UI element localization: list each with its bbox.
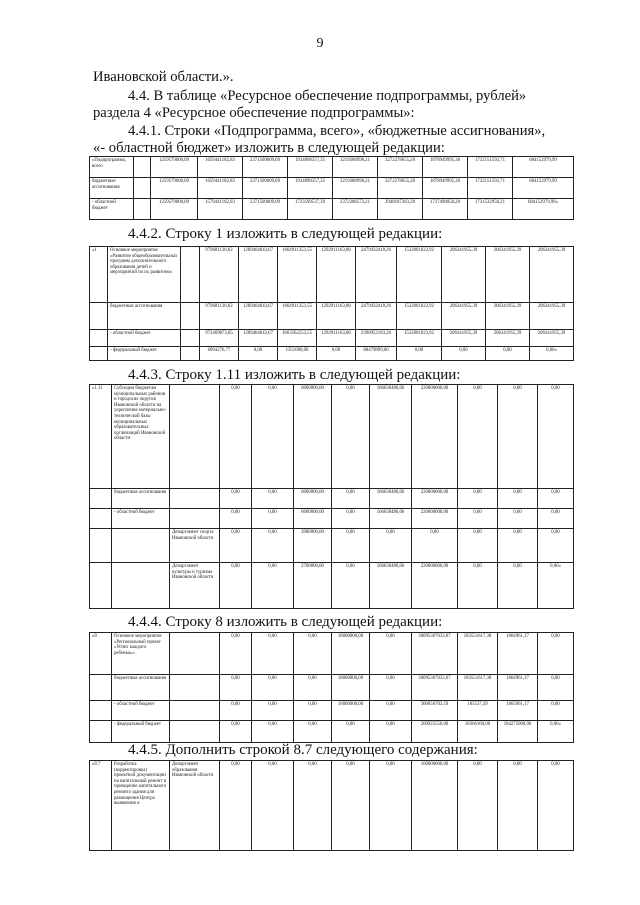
table-cell: 0,00 bbox=[370, 761, 412, 851]
table-cell: 1659441182,83 bbox=[198, 157, 243, 178]
table-cell: - областной бюджет bbox=[108, 330, 181, 347]
table-cell: 0,00 bbox=[538, 509, 574, 529]
table-cell: Разработка (корректировка) проектной документации на капитальный ремонт и проведение капитального ремонта здания для размещения Центра выявления и bbox=[112, 761, 170, 851]
table-cell bbox=[90, 529, 112, 563]
table-cell: 6600000,00 bbox=[294, 489, 332, 509]
table-cell: 6600000,00 bbox=[294, 385, 332, 489]
table-cell: 0,00 bbox=[220, 489, 252, 509]
table-row bbox=[90, 675, 574, 701]
table-row bbox=[90, 385, 574, 489]
table-cell: 0,00 bbox=[458, 489, 498, 509]
table-cell: 0,00 bbox=[498, 489, 538, 509]
table-cell: 2700000,00 bbox=[294, 563, 332, 609]
table-cell bbox=[112, 529, 170, 563]
table-row bbox=[90, 178, 574, 199]
table-cell: 0,00 bbox=[239, 347, 278, 361]
table-cell bbox=[170, 509, 220, 529]
table-cell: 1292911163,86 bbox=[317, 330, 356, 347]
table-cell bbox=[134, 178, 151, 199]
table-cell: Департамент культуры и туризма Ивановской области bbox=[170, 563, 220, 609]
table-cell: 183551617,38 bbox=[458, 633, 498, 675]
table-row bbox=[90, 489, 574, 509]
table-cell: 0,00 bbox=[498, 563, 538, 609]
table-row bbox=[90, 199, 574, 220]
table-cell: 0,00 bbox=[252, 761, 294, 851]
table-cell: - федеральный бюджет bbox=[108, 347, 181, 361]
table-cell: 2371509009,09 bbox=[243, 157, 288, 178]
table-cell: 1259579000,09 bbox=[151, 157, 198, 178]
table-cell: 1532001823,92 bbox=[397, 303, 442, 330]
table-cell: 1737498058,28 bbox=[423, 199, 468, 220]
table-cell: 0,00 bbox=[370, 633, 412, 675]
paragraph-4-4-1-cont: «- областной бюджет» изложить в следующей редакции: bbox=[93, 140, 445, 156]
table-cell: бюджетные ассигнования bbox=[112, 489, 170, 509]
table-cell bbox=[170, 701, 220, 721]
table-cell: 1864961,17 bbox=[498, 633, 538, 675]
table-cell: 220000000,00 bbox=[412, 509, 458, 529]
table-cell: 0,00 bbox=[294, 675, 332, 701]
table-cell: 18000000,00 bbox=[332, 675, 370, 701]
table-4-4-2 bbox=[89, 246, 574, 361]
table-cell: 1664911353,55 bbox=[278, 247, 317, 303]
table-cell: 1289464643,67 bbox=[239, 247, 278, 303]
table-cell: 0,00 bbox=[486, 347, 530, 361]
table-cell: 0,00 bbox=[220, 385, 252, 489]
table-cell: 0,00 bbox=[538, 385, 574, 489]
table-cell: 0,00 bbox=[397, 347, 442, 361]
table-cell: 30095307033,07 bbox=[412, 633, 458, 675]
table-4-4-4 bbox=[89, 632, 574, 743]
table-cell: 2371509009,09 bbox=[243, 199, 288, 220]
table-cell bbox=[134, 199, 151, 220]
table-cell: 206341955,39 bbox=[442, 330, 486, 347]
table-cell bbox=[90, 509, 112, 529]
table-cell bbox=[90, 303, 108, 330]
table-cell: 206341955,39 bbox=[486, 330, 530, 347]
table-cell: 1259579000,09 bbox=[151, 178, 198, 199]
table-cell bbox=[90, 330, 108, 347]
table-cell: 166638486,06 bbox=[370, 489, 412, 509]
table-row bbox=[90, 563, 574, 609]
table-cell: 1731532950,21 bbox=[468, 199, 513, 220]
table-cell: 0,00 bbox=[538, 761, 574, 851]
table-cell: 0,00 bbox=[332, 721, 370, 743]
table-cell: 1934898357,35 bbox=[288, 157, 333, 178]
table-cell: 0,00 bbox=[220, 721, 252, 743]
table-cell: 1351000,00 bbox=[278, 347, 317, 361]
table-cell: 2479432418,26 bbox=[356, 247, 397, 303]
paragraph-region-end: Ивановской области.». bbox=[93, 69, 234, 85]
table-cell: 3272278655,28 bbox=[378, 157, 423, 178]
table-cell: 0,00 bbox=[458, 563, 498, 609]
table-cell: 0,00 bbox=[538, 675, 574, 701]
table-cell: 166638486,06 bbox=[370, 385, 412, 489]
table-cell: 973469873,85 bbox=[200, 330, 239, 347]
table-cell: 0,00 bbox=[252, 489, 294, 509]
table-cell: 0,00 bbox=[458, 761, 498, 851]
table-cell: 0,00 bbox=[332, 761, 370, 851]
table-cell: 0,00 bbox=[252, 633, 294, 675]
table-cell: 0,00 bbox=[220, 529, 252, 563]
table-cell: 1259579000,09 bbox=[151, 199, 198, 220]
table-cell: «1.11 bbox=[90, 385, 112, 489]
table-cell: - областной бюджет bbox=[112, 509, 170, 529]
table-4-4-3 bbox=[89, 384, 574, 609]
table-cell: Департамент спорта Ивановской области bbox=[170, 529, 220, 563]
table-cell: 0,00 bbox=[332, 509, 370, 529]
table-cell: 0,00 bbox=[252, 701, 294, 721]
table-cell: 0,00 bbox=[370, 721, 412, 743]
table-cell: 0,00» bbox=[530, 347, 574, 361]
table-cell bbox=[90, 701, 112, 721]
table-cell: 0,00 bbox=[252, 385, 294, 489]
table-cell bbox=[170, 675, 220, 701]
table-cell: 206341955,39 bbox=[442, 247, 486, 303]
table-cell bbox=[90, 675, 112, 701]
table-cell: 1934898357,35 bbox=[288, 178, 333, 199]
table-cell: 1878949995,38 bbox=[423, 178, 468, 199]
table-cell: «8.7 bbox=[90, 761, 112, 851]
table-cell: 18366160,00 bbox=[458, 721, 498, 743]
table-cell bbox=[181, 303, 200, 330]
table-cell: 684152979,99 bbox=[513, 178, 574, 199]
table-cell: 0,00 bbox=[252, 721, 294, 743]
table-cell: 1292911163,86 bbox=[317, 247, 356, 303]
table-cell: 1289464643,67 bbox=[239, 330, 278, 347]
table-cell: 1292911163,86 bbox=[317, 303, 356, 330]
page-number: 9 bbox=[316, 36, 324, 51]
table-cell bbox=[90, 489, 112, 509]
table-cell: 206341955,39 bbox=[486, 303, 530, 330]
table-cell: 1579441182,83 bbox=[198, 199, 243, 220]
table-cell bbox=[90, 347, 108, 361]
table-cell bbox=[170, 385, 220, 489]
table-cell: 0,00 bbox=[252, 509, 294, 529]
table-cell: 0,00 bbox=[538, 633, 574, 675]
table-cell: «8 bbox=[90, 633, 112, 675]
table-cell: 0,00 bbox=[498, 385, 538, 489]
heading-4-4-3: 4.4.3. Строку 1.11 изложить в следующей редакции: bbox=[128, 367, 461, 383]
table-cell: 0,00 bbox=[220, 509, 252, 529]
table-row bbox=[90, 157, 574, 178]
table-cell: 0,00 bbox=[252, 563, 294, 609]
table-row bbox=[90, 303, 574, 330]
table-cell: 0,00 bbox=[220, 563, 252, 609]
table-cell: 0,00 bbox=[498, 761, 538, 851]
table-row bbox=[90, 529, 574, 563]
heading-4-4-2: 4.4.2. Строку 1 изложить в следующей редакции: bbox=[128, 226, 443, 242]
table-cell: 0,00 bbox=[458, 385, 498, 489]
paragraph-4-4-1: 4.4.1. Строки «Подпрограмма, всего», «бюджетные ассигнования», bbox=[128, 123, 546, 139]
table-cell: 0,00 bbox=[498, 509, 538, 529]
table-cell: 0,00 bbox=[294, 633, 332, 675]
table-cell: - областной бюджет bbox=[112, 701, 170, 721]
table-cell: Основное мероприятие «Развитие общеобразовательных программ дополнительного образования детей и мероприятий по их развитию» bbox=[108, 247, 181, 303]
table-cell bbox=[134, 157, 151, 178]
table-cell: Основное мероприятие «Региональный проект «Успех каждого ребенка»» bbox=[112, 633, 170, 675]
table-cell: 0,00 bbox=[332, 529, 370, 563]
table-cell: 0,00 bbox=[458, 509, 498, 529]
table-cell: 979681136,62 bbox=[200, 247, 239, 303]
table-cell bbox=[181, 347, 200, 361]
table-cell: 0,00 bbox=[538, 529, 574, 563]
table-cell bbox=[112, 563, 170, 609]
table-cell: 1659441182,83 bbox=[198, 178, 243, 199]
table-cell: 206341955,39 bbox=[530, 330, 574, 347]
table-row bbox=[90, 247, 574, 303]
table-cell: 200925550,00 bbox=[412, 721, 458, 743]
table-cell: 0,00 bbox=[370, 529, 412, 563]
table-cell: 0,00 bbox=[458, 529, 498, 563]
table-cell: 184275000,00 bbox=[498, 721, 538, 743]
table-cell: 684152979,99 bbox=[513, 157, 574, 178]
table-cell: 2948187383,28 bbox=[378, 199, 423, 220]
table-cell bbox=[170, 721, 220, 743]
table-cell: 0,00 bbox=[294, 721, 332, 743]
table-cell: 100000000,00 bbox=[412, 761, 458, 851]
table-cell: 0,00 bbox=[220, 761, 252, 851]
table-row bbox=[90, 330, 574, 347]
table-cell: 206341955,39 bbox=[530, 247, 574, 303]
table-cell bbox=[90, 563, 112, 609]
table-4-4-1 bbox=[89, 156, 574, 220]
table-cell: 166638486,06 bbox=[370, 509, 412, 529]
paragraph-4-4-cont: раздела 4 «Ресурсное обеспечение подпрограммы»: bbox=[93, 105, 415, 121]
table-cell: 1878949995,38 bbox=[423, 157, 468, 178]
table-cell: 3219388998,21 bbox=[333, 157, 378, 178]
table-cell: 1663562253,55 bbox=[278, 330, 317, 347]
table-cell bbox=[181, 330, 200, 347]
table-cell: 0,00 bbox=[538, 489, 574, 509]
table-cell: 0,00 bbox=[220, 675, 252, 701]
table-cell: 220000000,00 bbox=[412, 385, 458, 489]
table-cell: 88479899,00 bbox=[356, 347, 397, 361]
table-cell bbox=[181, 247, 200, 303]
table-cell: 0,00 bbox=[294, 761, 332, 851]
table-cell: 2372388573,21 bbox=[333, 199, 378, 220]
table-cell: 0,00 bbox=[370, 675, 412, 701]
table-cell: 0,00 bbox=[498, 529, 538, 563]
table-cell: бюджетные ассигнования bbox=[90, 178, 134, 199]
table-cell: 1532001823,92 bbox=[397, 247, 442, 303]
table-cell: 0,00 bbox=[317, 347, 356, 361]
table-cell: 2479432418,26 bbox=[356, 303, 397, 330]
table-cell: 183551617,38 bbox=[458, 675, 498, 701]
table-cell: Департамент образования Ивановской области bbox=[170, 761, 220, 851]
table-row bbox=[90, 721, 574, 743]
table-cell: 0,00 bbox=[332, 489, 370, 509]
table-cell: 166638486,06 bbox=[370, 563, 412, 609]
table-cell: 6600000,00 bbox=[294, 509, 332, 529]
table-cell: 206341955,39 bbox=[442, 303, 486, 330]
table-cell: 2390952183,26 bbox=[356, 330, 397, 347]
table-cell: бюджетные ассигнования bbox=[112, 675, 170, 701]
table-cell: 18000000,00 bbox=[332, 633, 370, 675]
table-4-4-5 bbox=[89, 760, 574, 851]
table-cell bbox=[170, 489, 220, 509]
table-cell: 1732151592,71 bbox=[468, 157, 513, 178]
table-cell: - федеральный бюджет bbox=[112, 721, 170, 743]
table-cell: - областной бюджет bbox=[90, 199, 134, 220]
table-cell: 0,00 bbox=[252, 529, 294, 563]
table-row bbox=[90, 761, 574, 851]
table-cell: 30095307033,07 bbox=[412, 675, 458, 701]
table-cell: 3219388998,21 bbox=[333, 178, 378, 199]
table-cell: 1865961,17 bbox=[498, 701, 538, 721]
table-cell: 0,00 bbox=[370, 701, 412, 721]
table-cell bbox=[170, 633, 220, 675]
table-cell: 1289464643,67 bbox=[239, 303, 278, 330]
table-row bbox=[90, 701, 574, 721]
table-cell: 220000000,00 bbox=[412, 489, 458, 509]
table-cell: 0,00 bbox=[332, 563, 370, 609]
table-cell: 206341955,39 bbox=[530, 303, 574, 330]
table-cell bbox=[90, 721, 112, 743]
table-cell: 18000000,00 bbox=[332, 701, 370, 721]
table-row bbox=[90, 633, 574, 675]
table-cell: 220000000,00 bbox=[412, 563, 458, 609]
table-row bbox=[90, 509, 574, 529]
table-cell: 206341955,39 bbox=[486, 247, 530, 303]
table-cell: 1664911353,55 bbox=[278, 303, 317, 330]
table-cell: 979681136,62 bbox=[200, 303, 239, 330]
table-cell: Субсидии бюджетам муниципальных районов и городских округов Ивановской области на укрепление материально-технической базы муниципальных образовательных организаций Ивановской области bbox=[112, 385, 170, 489]
table-cell: 6094276,77 bbox=[200, 347, 239, 361]
table-cell: 1732151592,71 bbox=[468, 178, 513, 199]
table-cell: 0,00 bbox=[442, 347, 486, 361]
table-cell: 0,00» bbox=[538, 563, 574, 609]
table-cell: 0,00» bbox=[538, 721, 574, 743]
table-cell: 684152979,99» bbox=[513, 199, 574, 220]
table-cell: 0,00 bbox=[294, 701, 332, 721]
table-cell: 0,00 bbox=[332, 385, 370, 489]
paragraph-4-4: 4.4. В таблице «Ресурсное обеспечение подпрограммы, рублей» bbox=[128, 88, 527, 104]
table-row bbox=[90, 347, 574, 361]
heading-4-4-4: 4.4.4. Строку 8 изложить в следующей редакции: bbox=[128, 614, 443, 630]
table-cell: 1532001823,92 bbox=[397, 330, 442, 347]
table-cell: 1733599537,39 bbox=[288, 199, 333, 220]
table-cell: 3900000,00 bbox=[294, 529, 332, 563]
table-cell: 0,00 bbox=[220, 701, 252, 721]
table-cell: 185537,39 bbox=[458, 701, 498, 721]
table-cell: 0,00 bbox=[412, 529, 458, 563]
table-cell: бюджетные ассигнования bbox=[108, 303, 181, 330]
table-cell: 0,00 bbox=[538, 701, 574, 721]
heading-4-4-5: 4.4.5. Дополнить строкой 8.7 следующего содержания: bbox=[128, 742, 478, 758]
table-cell: 0,00 bbox=[220, 633, 252, 675]
table-cell: 2371509009,09 bbox=[243, 178, 288, 199]
table-cell: 300056703,59 bbox=[412, 701, 458, 721]
table-cell: «Подпрограмма, всего bbox=[90, 157, 134, 178]
table-cell: 1864961,17 bbox=[498, 675, 538, 701]
table-cell: 3272278655,28 bbox=[378, 178, 423, 199]
table-cell: «1 bbox=[90, 247, 108, 303]
table-cell: 0,00 bbox=[252, 675, 294, 701]
